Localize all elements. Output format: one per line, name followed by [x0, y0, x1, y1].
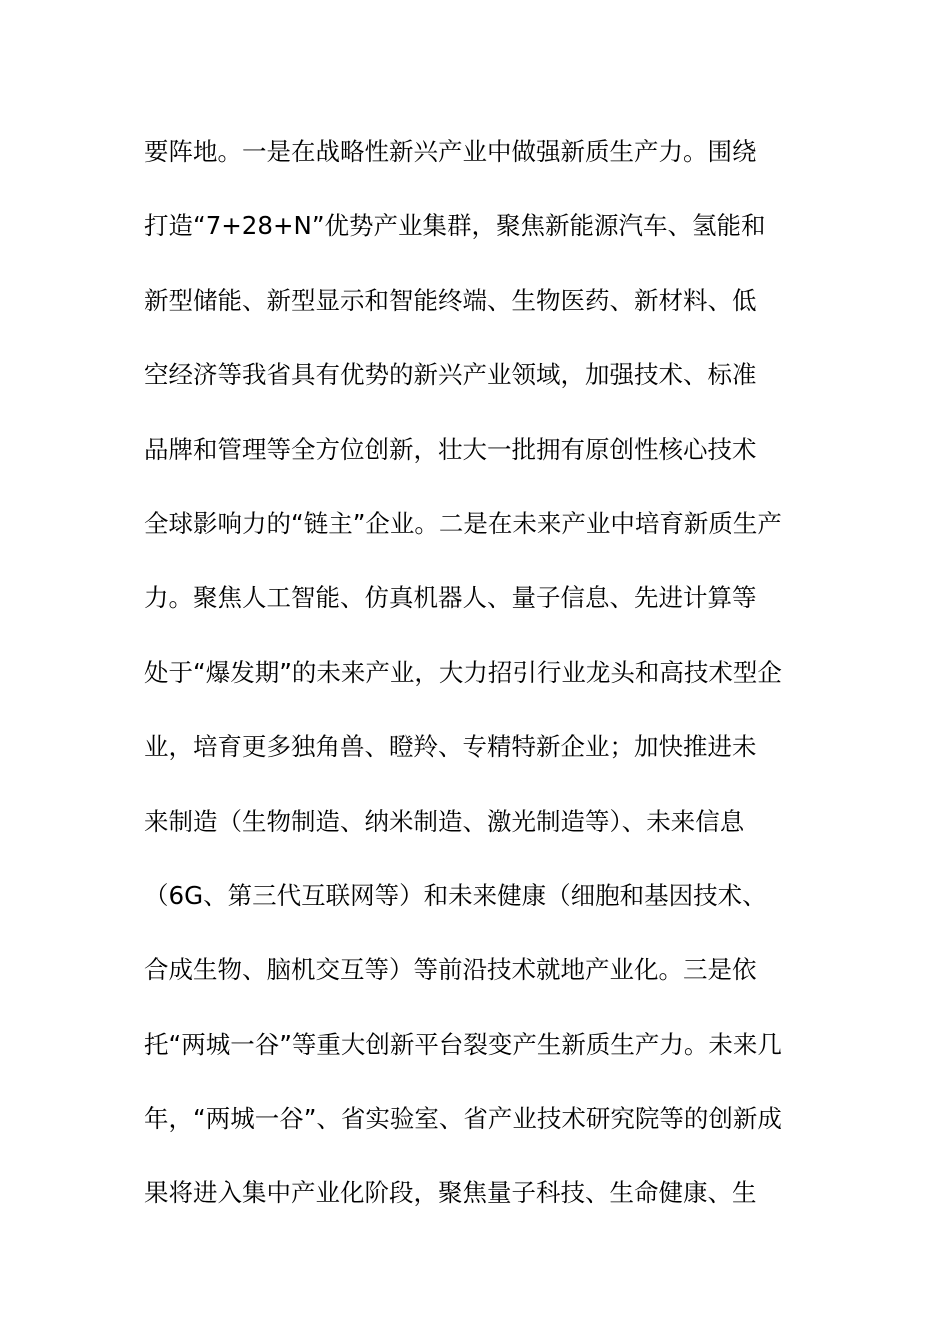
text-line: 品牌和管理等全方位创新，壮大一批拥有原创性核心技术 [144, 434, 757, 464]
text-line: 业，培育更多独角兽、瞪羚、专精特新企业；加快推进未 [144, 732, 757, 762]
text-line: 托“两城一谷”等重大创新平台裂变产生新质生产力。未来几 [144, 1029, 782, 1059]
text-line: 力。聚焦人工智能、仿真机器人、量子信息、先进计算等 [144, 583, 757, 613]
text-line: 空经济等我省具有优势的新兴产业领域，加强技术、标准 [144, 360, 757, 390]
text-line: 果将进入集中产业化阶段，聚焦量子科技、生命健康、生 [144, 1178, 757, 1208]
text-line: 合成生物、脑机交互等）等前沿技术就地产业化。三是依 [144, 955, 757, 985]
text-line: 来制造（生物制造、纳米制造、激光制造等）、未来信息 [144, 806, 745, 836]
text-line: 要阵地。一是在战略性新兴产业中做强新质生产力。围绕 [144, 137, 757, 166]
text-line: 新型储能、新型显示和智能终端、生物医药、新材料、低 [144, 285, 757, 315]
text-line: 年，“两城一谷”、省实验室、省产业技术研究院等的创新成 [144, 1104, 782, 1134]
text-line: 全球影响力的“链主”企业。二是在未来产业中培育新质生产 [144, 508, 782, 538]
text-line: （6G、第三代互联网等）和未来健康（细胞和基因技术、 [144, 880, 767, 910]
body-text [144, 115, 814, 1231]
text-line: 打造“7+28+N”优势产业集群，聚焦新能源汽车、氢能和 [144, 211, 766, 241]
text-line: 处于“爆发期”的未来产业，大力招引行业龙头和高技术型企 [144, 657, 782, 687]
